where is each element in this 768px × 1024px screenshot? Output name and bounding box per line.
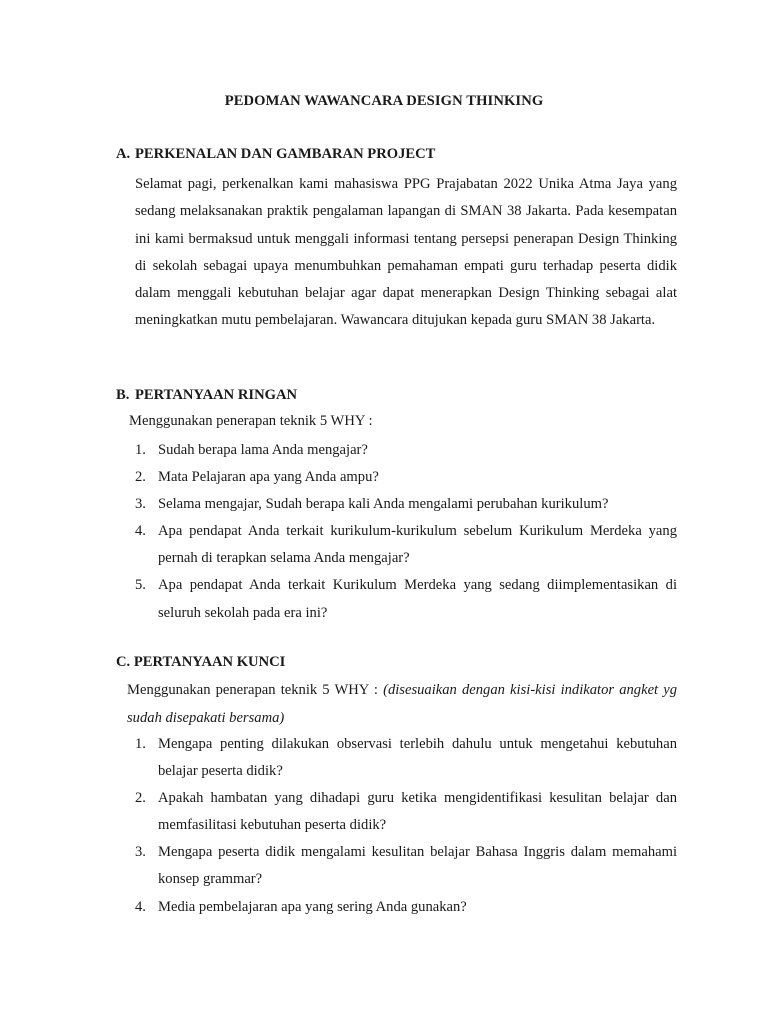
list-item-text: Mata Pelajaran apa yang Anda ampu? [158,469,379,486]
list-item-number: 4. [135,523,146,540]
section-b-heading [116,387,297,404]
section-a-paragraph: Selamat pagi, perkenalkan kami mahasiswa PPG Prajabatan 2022 Unika Atma Jaya yang sedang melaksanakan praktik pengalaman lapangan di SMAN 38 Jakarta. Pada kesempatan ini kami bermaksud untuk menggali informasi tentang persepsi penerapan Design Thinking di sekolah sebagai upaya menumbuhkan pemahaman empati guru terhadap peserta didik dalam menggali kebutuhan belajar agar dapat menerapkan Design Thinking sebagai alat meningkatkan mutu pembelajaran. Wawancara ditujukan kepada guru SMAN 38 Jakarta. [135,176,677,329]
list-item [135,491,677,518]
list-item-text: Apa pendapat Anda terkait kurikulum-kurikulum sebelum Kurikulum Merdeka yang pernah di terapkan selama Anda mengajar? [158,523,677,567]
list-item-number: 2. [135,469,146,486]
list-item [135,731,677,785]
section-c-heading: C. PERTANYAAN KUNCI [116,654,286,670]
list-item-text: Apakah hambatan yang dihadapi guru ketika mengidentifikasi kesulitan belajar dan memfasilitasi kebutuhan peserta didik? [158,790,677,834]
section-c-intro [127,677,677,732]
section-c-intro-text: Menggunakan penerapan teknik 5 WHY : [127,682,378,698]
section-c-intro-note: (disesuaikan dengan kisi-kisi indikator angket yg sudah disepakati bersama) [127,682,678,726]
section-a-title: PERKENALAN DAN GAMBARAN PROJECT [135,146,436,162]
list-item [135,437,677,464]
list-item-number: 3. [135,496,146,513]
list-item-text: Mengapa peserta didik mengalami kesulitan belajar Bahasa Inggris dalam memahami konsep grammar? [158,844,677,888]
list-item [135,572,677,626]
list-item-text: Sudah berapa lama Anda mengajar? [158,442,368,458]
section-b-title: PERTANYAAN RINGAN [135,387,298,403]
section-b-intro: Menggunakan penerapan teknik 5 WHY : [129,413,373,429]
section-a-letter: A. [116,146,131,162]
list-item-number: 3. [135,844,146,861]
section-c-question-list [135,731,677,921]
section-b-letter: B. [116,387,130,403]
section-b-question-list [135,437,677,627]
document-title: PEDOMAN WAWANCARA DESIGN THINKING [224,93,544,109]
list-item-number: 4. [135,898,146,915]
list-item [135,518,677,572]
list-item [135,464,677,491]
list-item-text: Media pembelajaran apa yang sering Anda gunakan? [158,898,467,915]
list-item-text: Mengapa penting dilakukan observasi terlebih dahulu untuk mengetahui kebutuhan belajar peserta didik? [158,736,677,780]
list-item-text: Apa pendapat Anda terkait Kurikulum Merdeka yang sedang diimplementasikan di seluruh sekolah pada era ini? [158,577,677,621]
list-item-number: 5. [135,577,146,594]
list-item-number: 1. [135,442,146,458]
list-item-number: 2. [135,790,146,807]
list-item-number: 1. [135,736,146,752]
section-a-heading [116,146,435,163]
list-item-text: Selama mengajar, Sudah berapa kali Anda mengalami perubahan kurikulum? [158,496,609,513]
list-item [135,894,677,921]
list-item [135,785,677,839]
list-item [135,839,677,893]
